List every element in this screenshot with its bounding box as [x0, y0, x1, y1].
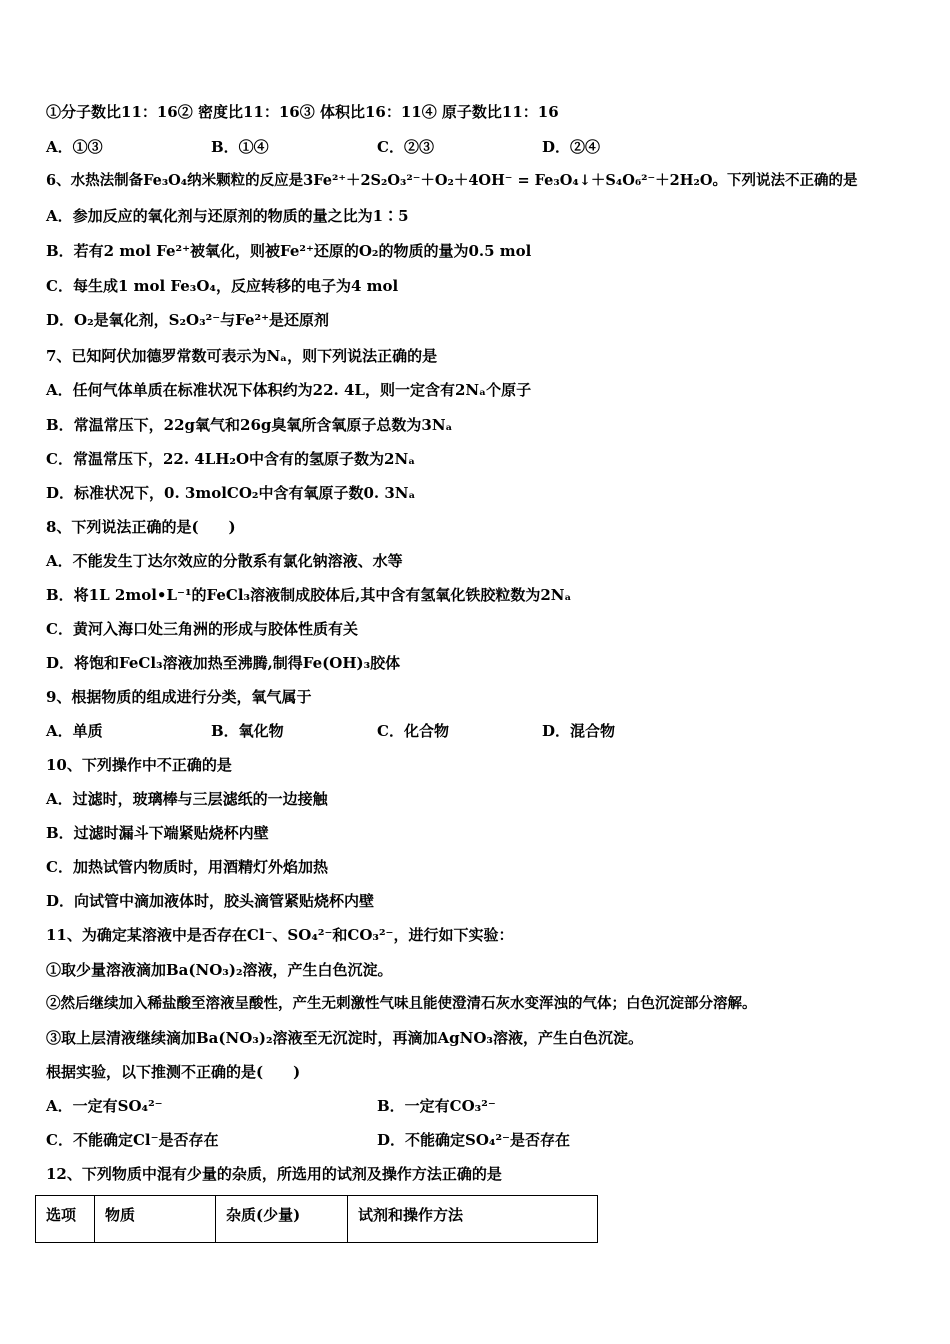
q5-option-c[interactable]: C．②③: [377, 138, 434, 156]
table-header-row: [36, 1196, 598, 1243]
q8-option-b[interactable]: B．将1L 2mol•L⁻¹的FeCl₃溶液制成胶体后,其中含有氢氧化铁胶粒数为2Nₐ: [46, 586, 572, 604]
q12-table: [35, 1195, 598, 1243]
q5-statements: ①分子数比11：16② 密度比11：16③ 体积比16：11④ 原子数比11：16: [46, 103, 559, 121]
q12-stem: 12、下列物质中混有少量的杂质，所选用的试剂及操作方法正确的是: [46, 1165, 502, 1183]
q9-option-b[interactable]: B．氧化物: [211, 722, 284, 740]
q11-option-b[interactable]: B．一定有CO₃²⁻: [377, 1097, 496, 1115]
q6-option-a[interactable]: A．参加反应的氧化剂与还原剂的物质的量之比为1∶5: [46, 207, 409, 225]
q9-option-a[interactable]: A．单质: [46, 722, 103, 740]
q9-option-c[interactable]: C．化合物: [377, 722, 449, 740]
q11-option-c[interactable]: C．不能确定Cl⁻是否存在: [46, 1131, 219, 1149]
q7-stem: 7、已知阿伏加德罗常数可表示为Nₐ，则下列说法正确的是: [46, 347, 438, 365]
q8-stem: 8、下列说法正确的是( ): [46, 518, 236, 536]
q8-option-c[interactable]: C．黄河入海口处三角洲的形成与胶体性质有关: [46, 620, 358, 638]
q10-stem: 10、下列操作中不正确的是: [46, 756, 232, 774]
table-header-cell: 试剂和操作方法: [348, 1196, 598, 1243]
q11-option-d[interactable]: D．不能确定SO₄²⁻是否存在: [377, 1131, 570, 1149]
q10-option-c[interactable]: C．加热试管内物质时，用酒精灯外焰加热: [46, 858, 328, 876]
q10-option-d[interactable]: D．向试管中滴加液体时，胶头滴管紧贴烧杯内壁: [46, 892, 375, 910]
q11-question: 根据实验，以下推测不正确的是( ): [46, 1063, 301, 1081]
q5-option-a[interactable]: A．①③: [46, 138, 103, 156]
q9-stem: 9、根据物质的组成进行分类，氧气属于: [46, 688, 312, 706]
q8-option-a[interactable]: A．不能发生丁达尔效应的分散系有氯化钠溶液、水等: [46, 552, 403, 570]
q11-step-3: ③取上层清液继续滴加Ba(NO₃)₂溶液至无沉淀时，再滴加AgNO₃溶液，产生白色沉淀。: [46, 1029, 643, 1047]
q6-option-b[interactable]: B．若有2 mol Fe²⁺被氧化，则被Fe²⁺还原的O₂的物质的量为0.5 mol: [46, 242, 532, 260]
q7-option-b[interactable]: B．常温常压下，22g氧气和26g臭氧所含氧原子总数为3Nₐ: [46, 416, 453, 434]
q6-option-c[interactable]: C．每生成1 mol Fe₃O₄，反应转移的电子为4 mol: [46, 277, 399, 295]
q10-option-b[interactable]: B．过滤时漏斗下端紧贴烧杯内壁: [46, 824, 269, 842]
q6-option-d[interactable]: D．O₂是氧化剂，S₂O₃²⁻与Fe²⁺是还原剂: [46, 311, 330, 329]
q9-option-d[interactable]: D．混合物: [542, 722, 616, 740]
table-header-cell: 物质: [95, 1196, 216, 1243]
q11-stem: 11、为确定某溶液中是否存在Cl⁻、SO₄²⁻和CO₃²⁻，进行如下实验：: [46, 926, 514, 944]
q6-stem: 6、水热法制备Fe₃O₄纳米颗粒的反应是3Fe²⁺＋2S₂O₃²⁻＋O₂＋4OH⁻ = Fe₃O₄↓＋S₄O₆²⁻＋2H₂O。下列说法不正确的是: [46, 172, 858, 189]
table-header-cell: 杂质(少量): [216, 1196, 348, 1243]
q8-option-d[interactable]: D．将饱和FeCl₃溶液加热至沸腾,制得Fe(OH)₃胶体: [46, 654, 401, 672]
q10-option-a[interactable]: A．过滤时，玻璃棒与三层滤纸的一边接触: [46, 790, 328, 808]
table-header-cell: 选项: [36, 1196, 95, 1243]
q5-option-d[interactable]: D．②④: [542, 138, 601, 156]
q11-option-a[interactable]: A．一定有SO₄²⁻: [46, 1097, 163, 1115]
q5-option-b[interactable]: B．①④: [211, 138, 269, 156]
q7-option-a[interactable]: A．任何气体单质在标准状况下体积约为22. 4L，则一定含有2Nₐ个原子: [46, 381, 532, 399]
q11-step-1: ①取少量溶液滴加Ba(NO₃)₂溶液，产生白色沉淀。: [46, 961, 393, 979]
q7-option-d[interactable]: D．标准状况下，0. 3molCO₂中含有氧原子数0. 3Nₐ: [46, 484, 416, 502]
q7-option-c[interactable]: C．常温常压下，22. 4LH₂O中含有的氢原子数为2Nₐ: [46, 450, 416, 468]
q11-step-2: ②然后继续加入稀盐酸至溶液呈酸性，产生无刺激性气味且能使澄清石灰水变浑浊的气体；白色沉淀部分溶解。: [46, 995, 757, 1012]
